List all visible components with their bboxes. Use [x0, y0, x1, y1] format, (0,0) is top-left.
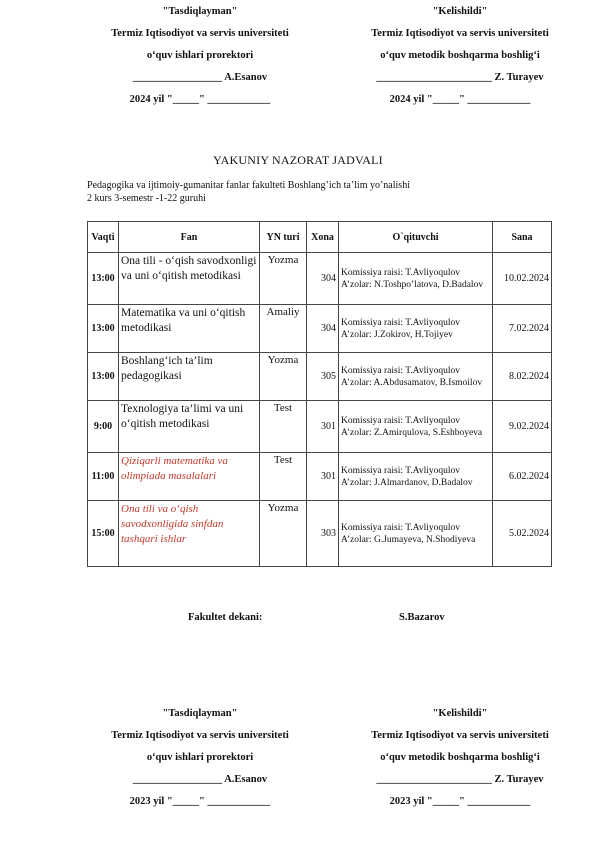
cell-time: 13:00 [88, 305, 119, 353]
dean-label: Fakultet dekani: [188, 612, 263, 623]
table-row [88, 253, 552, 305]
approval-role: o‘quv ishlari prorektori [146, 752, 254, 763]
cell-date: 6.02.2024 [493, 453, 552, 501]
cell-room: 303 [307, 501, 339, 567]
approval-date: 2023 yil "_____" ____________ [129, 796, 271, 807]
cell-teacher [339, 453, 493, 501]
approval-org: Termiz Iqtisodiyot va servis universiteti [111, 730, 289, 741]
commission-chair: Komissiya raisi: T.Avliyoqulov [341, 365, 461, 376]
commission-members: A’zolar: A.Abdusamatov, B.Ismoilov [341, 377, 483, 388]
group-line: 2 kurs 3-semestr -1-22 guruhi [87, 193, 206, 204]
cell-room: 304 [307, 305, 339, 353]
commission-chair: Komissiya raisi: T.Avliyoqulov [341, 522, 461, 533]
cell-type: Test [260, 401, 307, 453]
cell-time: 11:00 [88, 453, 119, 501]
cell-type: Amaliy [260, 305, 307, 353]
cell-time: 15:00 [88, 501, 119, 567]
cell-subject: Matematika va uni o‘qitish metodikasi [119, 305, 260, 353]
approval-role: o‘quv ishlari prorektori [146, 50, 254, 61]
commission-chair: Komissiya raisi: T.Avliyoqulov [341, 317, 461, 328]
approval-left [60, 1, 340, 111]
approval-date: 2024 yil "_____" ____________ [129, 94, 271, 105]
commission-chair: Komissiya raisi: T.Avliyoqulov [341, 465, 461, 476]
commission-members: A’zolar: N.Toshpo’latova, D.Badalov [341, 279, 484, 290]
cell-date: 7.02.2024 [493, 305, 552, 353]
cell-room: 305 [307, 353, 339, 401]
cell-time: 9:00 [88, 401, 119, 453]
schedule-table [87, 221, 552, 567]
faculty-line: Pedagogika va ijtimoiy-gumanitar fanlar fakulteti Boshlang’ich ta’lim yo’nalishi [87, 180, 410, 191]
table-row [88, 501, 552, 567]
agreement-date: 2023 yil "_____" ____________ [389, 796, 531, 807]
agreement-org: Termiz Iqtisodiyot va servis universiteti [371, 730, 549, 741]
cell-date: 10.02.2024 [493, 253, 552, 305]
cell-teacher [339, 353, 493, 401]
cell-date: 5.02.2024 [493, 501, 552, 567]
cell-date: 9.02.2024 [493, 401, 552, 453]
cell-room: 304 [307, 253, 339, 305]
document-title: YAKUNIY NAZORAT JADVALI [213, 153, 383, 167]
table-row [88, 353, 552, 401]
header-subject: Fan [119, 222, 260, 253]
agreement-heading: "Kelishildi" [432, 6, 488, 17]
approval-sign: _________________ A.Esanov [132, 72, 268, 83]
header-time: Vaqti [88, 222, 119, 253]
approval-sign: _________________ A.Esanov [132, 774, 268, 785]
header-date: Sana [493, 222, 552, 253]
table-row [88, 401, 552, 453]
agreement-date: 2024 yil "_____" ____________ [389, 94, 531, 105]
approval-org: Termiz Iqtisodiyot va servis universiteti [111, 28, 289, 39]
approval-heading: "Tasdiqlayman" [162, 708, 238, 719]
agreement-right-bottom [325, 703, 595, 813]
cell-type: Test [260, 453, 307, 501]
agreement-right [325, 1, 595, 111]
commission-members: A’zolar: G.Jumayeva, N.Shodiyeva [341, 534, 476, 545]
agreement-sign: ______________________ Z. Turayev [376, 774, 544, 785]
cell-date: 8.02.2024 [493, 353, 552, 401]
commission-chair: Komissiya raisi: T.Avliyoqulov [341, 415, 461, 426]
cell-subject: Boshlang‘ich ta’lim pedagogikasi [119, 353, 260, 401]
dean-name: S.Bazarov [399, 612, 445, 623]
cell-time: 13:00 [88, 253, 119, 305]
cell-teacher [339, 401, 493, 453]
cell-teacher [339, 305, 493, 353]
header-room: Xona [307, 222, 339, 253]
header-type: YN turi [260, 222, 307, 253]
cell-subject: Qiziqarli matematika va olimpiada masalalari [119, 453, 260, 501]
cell-type: Yozma [260, 253, 307, 305]
table-row [88, 305, 552, 353]
commission-chair: Komissiya raisi: T.Avliyoqulov [341, 267, 461, 278]
agreement-heading: "Kelishildi" [432, 708, 488, 719]
cell-subject: Ona tili va o‘qish savodxonligida sinfdan tashqari ishlar [119, 501, 260, 567]
commission-members: A’zolar: Z.Amirqulova, S.Eshboyeva [341, 427, 483, 438]
commission-members: A’zolar: J.Almardanov, D.Badalov [341, 477, 473, 488]
cell-room: 301 [307, 453, 339, 501]
cell-type: Yozma [260, 353, 307, 401]
agreement-role: o‘quv metodik boshqarma boshlig‘i [380, 50, 540, 61]
agreement-org: Termiz Iqtisodiyot va servis universiteti [371, 28, 549, 39]
approval-left-bottom [60, 703, 340, 813]
agreement-sign: ______________________ Z. Turayev [376, 72, 544, 83]
table-header-row [88, 222, 552, 253]
approval-heading: "Tasdiqlayman" [162, 6, 238, 17]
agreement-role: o‘quv metodik boshqarma boshlig‘i [380, 752, 540, 763]
cell-type: Yozma [260, 501, 307, 567]
header-teacher: O`qituvchi [339, 222, 493, 253]
cell-subject: Texnologiya ta’limi va uni o‘qitish metodikasi [119, 401, 260, 453]
cell-time: 13:00 [88, 353, 119, 401]
table-row [88, 453, 552, 501]
commission-members: A’zolar: J.Zokirov, H.Tojiyev [341, 329, 453, 340]
cell-subject: Ona tili - o‘qish savodxonligi va uni o‘qitish metodikasi [119, 253, 260, 305]
cell-teacher [339, 501, 493, 567]
cell-teacher [339, 253, 493, 305]
cell-room: 301 [307, 401, 339, 453]
